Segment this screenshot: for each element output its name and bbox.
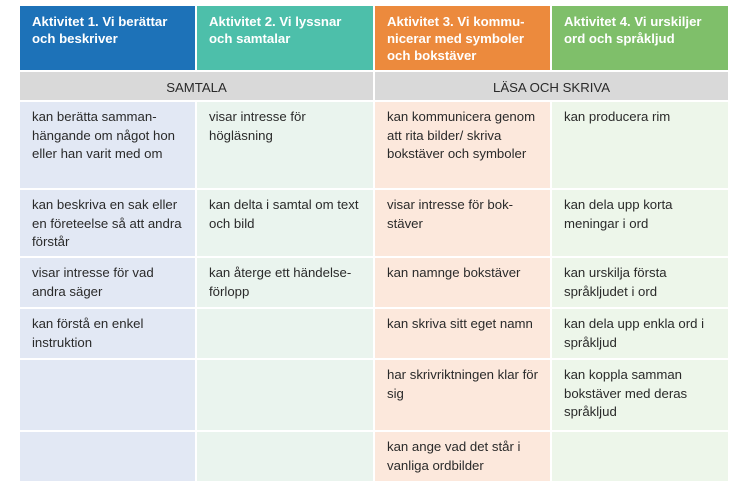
table-row bbox=[20, 309, 728, 360]
table-cell: visar intresse för högläsning bbox=[197, 102, 375, 190]
table-cell bbox=[197, 432, 375, 483]
table-cell: kan urskilja första språkljudet i ord bbox=[552, 258, 728, 309]
table-cell: kan delta i samtal om text och bild bbox=[197, 190, 375, 258]
table-cell bbox=[20, 432, 197, 483]
header-row bbox=[20, 6, 728, 72]
header-activity-3: Aktivitet 3. Vi kommu-nicerar med symboler och bokstäver bbox=[375, 6, 552, 72]
table-cell: har skrivriktningen klar för sig bbox=[375, 360, 552, 432]
header-activity-4: Aktivitet 4. Vi urskiljer ord och språkljud bbox=[552, 6, 728, 72]
table-cell: kan skriva sitt eget namn bbox=[375, 309, 552, 360]
table-cell bbox=[197, 309, 375, 360]
table-row bbox=[20, 258, 728, 309]
table-cell bbox=[20, 360, 197, 432]
table-cell: kan koppla samman bokstäver med deras språkljud bbox=[552, 360, 728, 432]
table-cell: kan dela upp korta meningar i ord bbox=[552, 190, 728, 258]
table-cell: kan namnge bokstäver bbox=[375, 258, 552, 309]
table-cell: kan berätta samman-hängande om något hon eller han varit med om bbox=[20, 102, 197, 190]
table-cell: kan producera rim bbox=[552, 102, 728, 190]
table-row bbox=[20, 102, 728, 190]
table-cell: kan förstå en enkel instruktion bbox=[20, 309, 197, 360]
table-cell: kan kommunicera genom att rita bilder/ skriva bokstäver och symboler bbox=[375, 102, 552, 190]
table-row bbox=[20, 190, 728, 258]
header-activity-1: Aktivitet 1. Vi berättar och beskriver bbox=[20, 6, 197, 72]
table-cell: kan dela upp enkla ord i språkljud bbox=[552, 309, 728, 360]
section-samtala: SAMTALA bbox=[20, 72, 375, 102]
table-cell bbox=[197, 360, 375, 432]
table-row bbox=[20, 360, 728, 432]
table-row bbox=[20, 432, 728, 483]
activity-table bbox=[20, 6, 728, 483]
section-lasa-och-skriva: LÄSA OCH SKRIVA bbox=[375, 72, 728, 102]
header-activity-2: Aktivitet 2. Vi lyssnar och samtalar bbox=[197, 6, 375, 72]
table-cell: visar intresse för bok-stäver bbox=[375, 190, 552, 258]
table-cell: visar intresse för vad andra säger bbox=[20, 258, 197, 309]
table-cell: kan beskriva en sak eller en företeelse så att andra förstår bbox=[20, 190, 197, 258]
table-cell: kan ange vad det står i vanliga ordbilder bbox=[375, 432, 552, 483]
table-cell bbox=[552, 432, 728, 483]
table-cell: kan återge ett händelse-förlopp bbox=[197, 258, 375, 309]
section-row bbox=[20, 72, 728, 102]
